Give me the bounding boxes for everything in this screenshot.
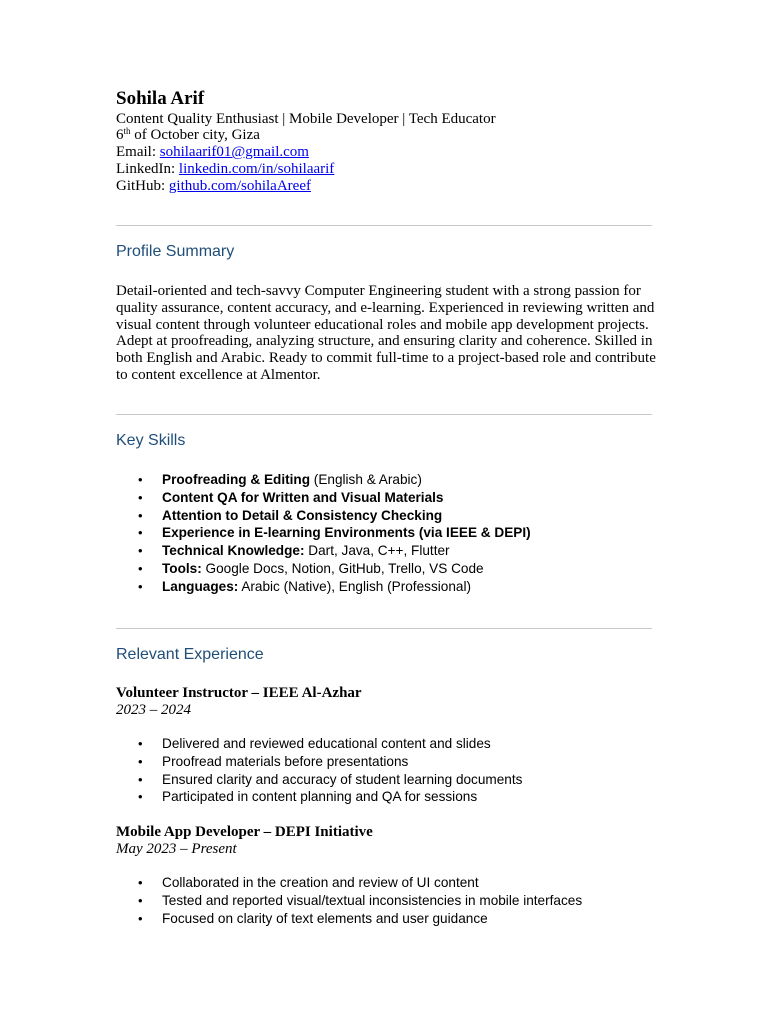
list-item: • Delivered and reviewed educational content and slides — [116, 735, 522, 753]
list-item — [116, 524, 531, 542]
job-duties-list — [116, 735, 522, 806]
github-link[interactable]: github.com/sohilaAreef — [168, 178, 311, 194]
candidate-name: Sohila Arif — [116, 88, 205, 109]
list-item — [116, 507, 531, 525]
skill-detail: Google Docs, Notion, GitHub, Trello, VS Code — [201, 560, 484, 576]
linkedin-label: LinkedIn: — [116, 161, 179, 177]
email-link[interactable]: sohilaarif01@gmail.com — [159, 144, 309, 160]
list-item — [116, 578, 531, 596]
job-duties-list — [116, 874, 582, 927]
github-label: GitHub: — [116, 178, 169, 194]
list-item — [116, 542, 531, 560]
list-item: • Ensured clarity and accuracy of student learning documents — [116, 771, 522, 789]
list-item: • Collaborated in the creation and review of UI content — [116, 874, 582, 892]
location-text: of October city, Giza — [130, 127, 260, 143]
email-line — [116, 144, 309, 161]
job-title: Mobile App Developer – DEPI Initiative — [116, 824, 373, 840]
skill-name: Attention to Detail & Consistency Checking — [162, 507, 443, 523]
job-title: Volunteer Instructor – IEEE Al-Azhar — [116, 685, 362, 701]
location — [116, 127, 260, 144]
profile-summary-text: Detail-oriented and tech-savvy Computer Engineering student with a strong passion for quality assurance, content accuracy, and e-learning. Experienced in reviewing written and visual content through volunteer educational roles and mobile app development projects. Adept at proofreading, analyzing structure, and ensuring clarity and coherence. Skilled in both English and Arabic. Ready to commit full-time to a project-based role and contribute to content excellence at Almentor. — [116, 283, 656, 383]
job-dates: 2023 – 2024 — [116, 702, 191, 718]
email-label: Email: — [116, 144, 160, 160]
location-number: 6 — [116, 127, 124, 143]
list-item: • Participated in content planning and QA for sessions — [116, 788, 522, 806]
skill-detail: (English & Arabic) — [310, 472, 422, 487]
skill-detail: Arabic (Native), English (Professional) — [238, 578, 471, 594]
skill-name: Content QA for Written and Visual Materials — [162, 489, 444, 505]
key-skills-heading: Key Skills — [116, 432, 186, 449]
skill-name: Languages: — [162, 578, 239, 594]
list-item — [116, 489, 531, 507]
divider — [116, 225, 652, 226]
github-line — [116, 178, 311, 195]
divider — [116, 414, 652, 415]
divider — [116, 628, 652, 629]
skills-list — [116, 471, 531, 596]
linkedin-link[interactable]: linkedin.com/in/sohilaarif — [178, 161, 335, 177]
skill-name: Proofreading & Editing — [162, 472, 311, 487]
list-item — [116, 471, 531, 489]
skill-detail: Dart, Java, C++, Flutter — [304, 543, 450, 559]
skill-name: Tools: — [162, 560, 202, 576]
list-item: • Tested and reported visual/textual inconsistencies in mobile interfaces — [116, 892, 582, 910]
profile-summary-heading: Profile Summary — [116, 243, 235, 260]
list-item: • Proofread materials before presentations — [116, 753, 522, 771]
linkedin-line — [116, 161, 334, 178]
job-dates: May 2023 – Present — [116, 841, 237, 857]
relevant-experience-heading: Relevant Experience — [116, 646, 264, 663]
tagline: Content Quality Enthusiast | Mobile Developer | Tech Educator — [116, 111, 496, 127]
location-ordinal: th — [123, 126, 131, 136]
skill-name: Technical Knowledge: — [162, 543, 305, 559]
list-item — [116, 560, 531, 578]
list-item: • Focused on clarity of text elements and user guidance — [116, 910, 582, 928]
skill-name: Experience in E-learning Environments (via IEEE & DEPI) — [162, 525, 531, 541]
